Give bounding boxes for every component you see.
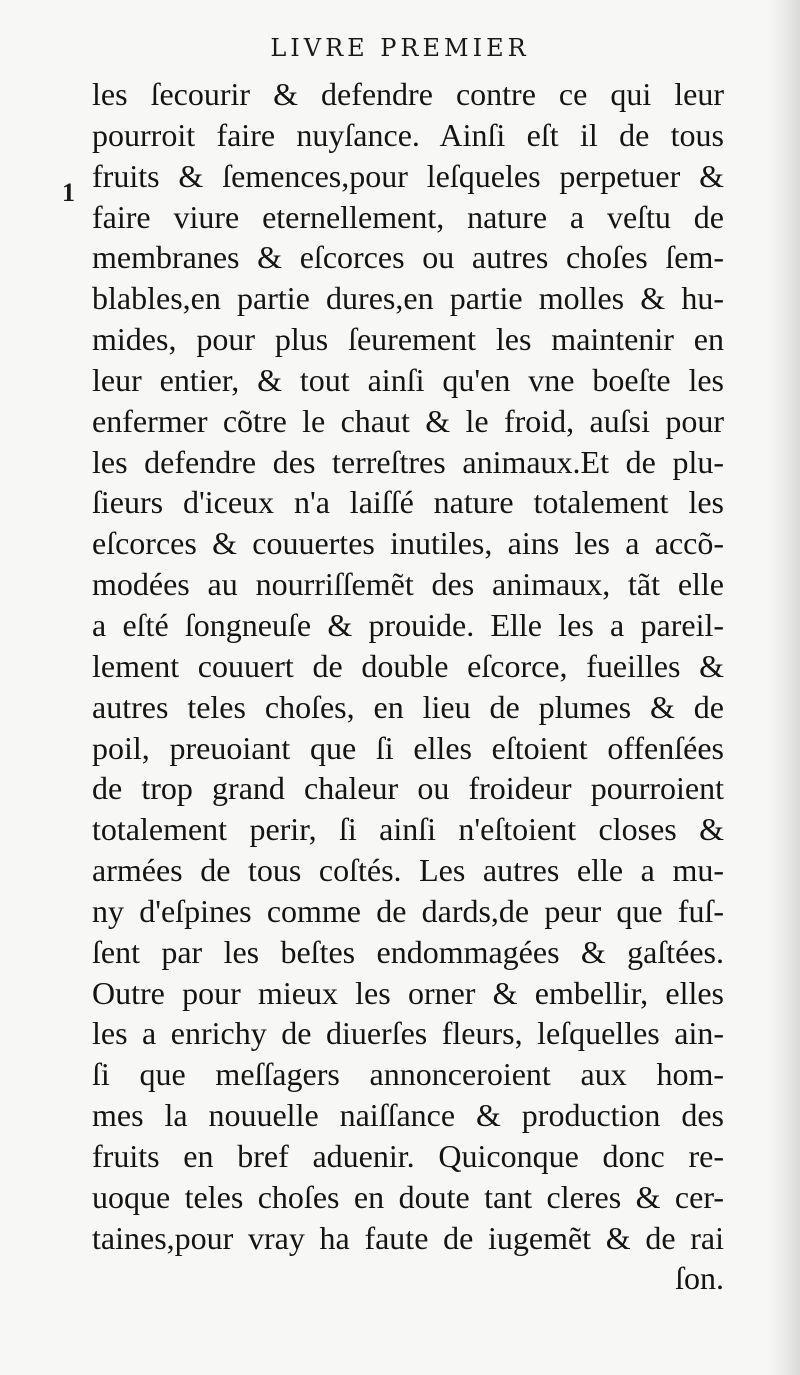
text-line: pourroit faire nuyſance. Ainſi eſt il de tous <box>92 116 724 153</box>
text-line: faire viure eternellement, nature a veſtu de <box>92 198 724 235</box>
text-line: ny d'eſpines comme de dards,de peur que fuſ- <box>92 892 724 929</box>
text-line: fruits & ſemences,pour leſqueles perpetuer & <box>92 157 724 194</box>
text-line: a eſté ſongneuſe & prouide. Elle les a pareil- <box>92 606 724 643</box>
text-line: les defendre des terreſtres animaux.Et de plu- <box>92 443 724 480</box>
text-line: blables,en partie dures,en partie molles & hu- <box>92 280 724 317</box>
text-line: mides, pour plus ſeurement les maintenir en <box>92 321 724 358</box>
text-line: ſi que meſſagers annonceroient aux hom- <box>92 1056 724 1093</box>
text-line: les ſecourir & defendre contre ce qui leur <box>92 76 724 112</box>
text-line: leur entier, & tout ainſi qu'en vne boeſte les <box>92 361 724 398</box>
text-line-final: ſon. <box>675 1260 724 1297</box>
binding-edge <box>766 0 800 1375</box>
body-text <box>92 74 724 1299</box>
text-line: totalement perir, ſi ainſi n'eſtoient closes & <box>92 811 724 848</box>
text-line: eſcorces & couuertes inutiles, ains les a accõ- <box>92 525 724 562</box>
text-line: modées au nourriſſemẽt des animaux, tãt elle <box>92 566 724 603</box>
text-line: les a enrichy de diuerſes fleurs, leſquelles ain- <box>92 1015 724 1052</box>
text-line: de trop grand chaleur ou froideur pourroient <box>92 770 724 807</box>
text-line: armées de tous coſtés. Les autres elle a mu- <box>92 852 724 889</box>
text-line: ſent par les beſtes endommagées & gaſtées. <box>92 933 724 970</box>
running-header: LIVRE PREMIER <box>270 34 530 62</box>
text-line: autres teles choſes, en lieu de plumes & de <box>92 688 724 725</box>
text-line: lement couuert de double eſcorce, fueilles & <box>92 647 724 684</box>
text-line: poil, preuoiant que ſi elles eſtoient offenſées <box>92 729 724 766</box>
text-line: enfermer cõtre le chaut & le froid, auſsi pour <box>92 402 724 439</box>
margin-note: 1 <box>62 178 75 207</box>
text-line: Outre pour mieux les orner & embellir, elles <box>92 974 724 1011</box>
text-line: fruits en bref aduenir. Quiconque donc re- <box>92 1137 724 1174</box>
text-line: uoque teles choſes en doute tant cleres & cer- <box>92 1178 724 1215</box>
text-line: mes la nouuelle naiſſance & production des <box>92 1097 724 1134</box>
text-line: ſieurs d'iceux n'a laiſſé nature totalement les <box>92 484 724 521</box>
text-line: taines,pour vray ha faute de iugemẽt & de rai <box>92 1219 724 1256</box>
text-line: membranes & eſcorces ou autres choſes ſem- <box>92 239 724 276</box>
